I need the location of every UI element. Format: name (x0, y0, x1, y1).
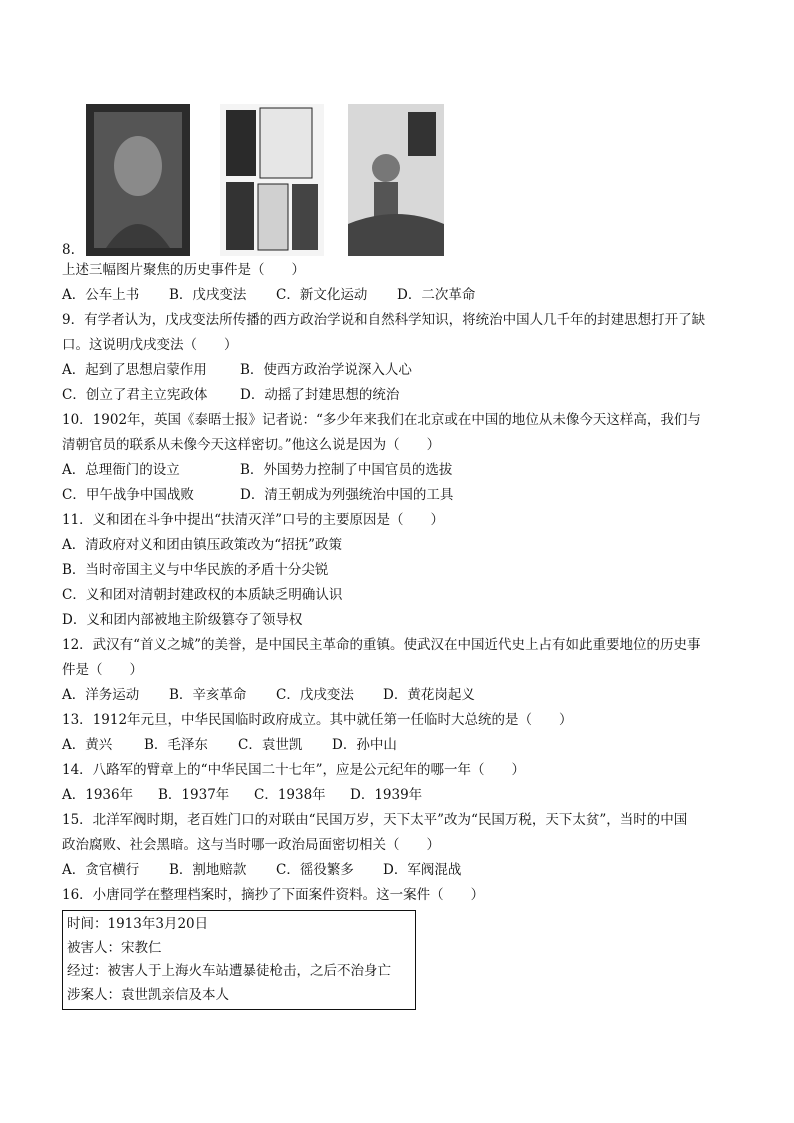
q10-options-row2 (62, 483, 734, 508)
q12-stem-cont: 件是（ ） (62, 662, 143, 678)
q12-option-b[interactable]: B．辛亥革命 (169, 687, 247, 703)
q9-option-c[interactable]: C．创立了君主立宪政体 (62, 387, 208, 403)
case-time: 时间：1913年3月20日 (67, 916, 209, 932)
q15-stem-cont: 政治腐败、社会黑暗。这与当时哪一政治局面密切相关（ ） (62, 837, 440, 853)
q10-stem: 10．1902年，英国《泰晤士报》记者说：“多少年来我们在北京或在中国的地位从未像今天这样高，我们与 (62, 412, 701, 428)
q12-option-d[interactable]: D．黄花岗起义 (383, 687, 475, 703)
q11-option-c[interactable]: C．义和团对清朝封建政权的本质缺乏明确认识 (62, 587, 343, 603)
q8-photo-group (62, 92, 734, 258)
q8-options (62, 283, 734, 308)
q9-options-row2 (62, 383, 734, 408)
q10-option-b[interactable]: B．外国势力控制了中国官员的选拔 (240, 462, 453, 478)
q11-option-a[interactable]: A．清政府对义和团由镇压政策改为“招抚”政策 (62, 537, 343, 553)
q10-option-c[interactable]: C．甲午战争中国战败 (62, 487, 194, 503)
q15-option-b[interactable]: B．割地赔款 (169, 862, 247, 878)
q16-stem: 16．小唐同学在整理档案时，摘抄了下面案件资料。这一案件（ ） (62, 887, 485, 903)
q10-option-d[interactable]: D．清王朝成为列强统治中国的工具 (240, 487, 454, 503)
portrait-photo (86, 104, 190, 256)
q8-option-a[interactable]: A．公车上书 (62, 287, 140, 303)
q11-stem: 11．义和团在斗争中提出“扶清灭洋”口号的主要原因是（ ） (62, 512, 444, 528)
q11-option-d[interactable]: D．义和团内部被地主阶级篡夺了领导权 (62, 612, 303, 628)
q15-stem: 15．北洋军阀时期，老百姓门口的对联由“民国万岁，天下太平”改为“民国万税，天下太贫”，当时的中国 (62, 812, 688, 828)
q12-option-c[interactable]: C．戊戌变法 (276, 687, 354, 703)
case-victim: 被害人：宋教仁 (67, 939, 162, 956)
q13-option-c[interactable]: C．袁世凯 (238, 737, 303, 753)
q8-stem: 上述三幅图片聚焦的历史事件是（ ） (62, 262, 305, 278)
q13-stem: 13．1912年元旦，中华民国临时政府成立。其中就任第一任临时大总统的是（ ） (62, 712, 573, 728)
q13-option-a[interactable]: A．黄兴 (62, 737, 113, 753)
q14-option-c[interactable]: C．1938年 (254, 787, 326, 803)
q12-options (62, 683, 734, 708)
newspapers-photo (220, 104, 324, 256)
q14-stem: 14．八路军的臂章上的“中华民国二十七年”，应是公元纪年的哪一年（ ） (62, 762, 525, 778)
q13-options (62, 733, 734, 758)
q9-option-a[interactable]: A．起到了思想启蒙作用 (62, 362, 207, 378)
q15-option-c[interactable]: C．徭役繁多 (276, 862, 354, 878)
q16-case-box (62, 910, 416, 1010)
q13-option-d[interactable]: D．孙中山 (332, 737, 397, 753)
q15-options (62, 858, 734, 883)
q14-options (62, 783, 734, 808)
q8-option-b[interactable]: B．戊戌变法 (169, 287, 247, 303)
q14-option-a[interactable]: A．1936年 (62, 787, 134, 803)
q9-options-row1 (62, 358, 734, 383)
q13-option-b[interactable]: B．毛泽东 (144, 737, 208, 753)
case-process: 经过：被害人于上海火车站遭暴徒枪击，之后不治身亡 (67, 963, 391, 979)
q10-option-a[interactable]: A．总理衙门的设立 (62, 462, 180, 478)
q8-option-d[interactable]: D．二次革命 (397, 287, 476, 303)
q8-option-c[interactable]: C．新文化运动 (276, 287, 368, 303)
q15-option-d[interactable]: D．军阀混战 (383, 862, 462, 878)
q9-stem-cont: 口。这说明戊戌变法（ ） (62, 337, 238, 353)
q14-option-b[interactable]: B．1937年 (158, 787, 230, 803)
poster-photo (348, 104, 444, 256)
q9-option-b[interactable]: B．使西方政治学说深入人心 (240, 362, 412, 378)
q11-option-b[interactable]: B．当时帝国主义与中华民族的矛盾十分尖锐 (62, 562, 329, 578)
case-suspects: 涉案人：袁世凯亲信及本人 (67, 986, 229, 1003)
q15-option-a[interactable]: A．贪官横行 (62, 862, 140, 878)
exam-page (62, 92, 734, 1010)
q9-stem: 9．有学者认为，戊戌变法所传播的西方政治学说和自然科学知识，将统治中国人几千年的封建思想打开了缺 (62, 312, 706, 328)
q10-stem-cont: 清朝官员的联系从未像今天这样密切。”他这么说是因为（ ） (62, 437, 441, 453)
question-number-8: 8. (62, 242, 75, 258)
q12-stem: 12．武汉有“首义之城”的美誉，是中国民主革命的重镇。使武汉在中国近代史上占有如此重要地位的历史事 (62, 637, 701, 653)
q14-option-d[interactable]: D．1939年 (350, 787, 423, 803)
q10-options-row1 (62, 458, 734, 483)
q9-option-d[interactable]: D．动摇了封建思想的统治 (240, 387, 400, 403)
q12-option-a[interactable]: A．洋务运动 (62, 687, 140, 703)
